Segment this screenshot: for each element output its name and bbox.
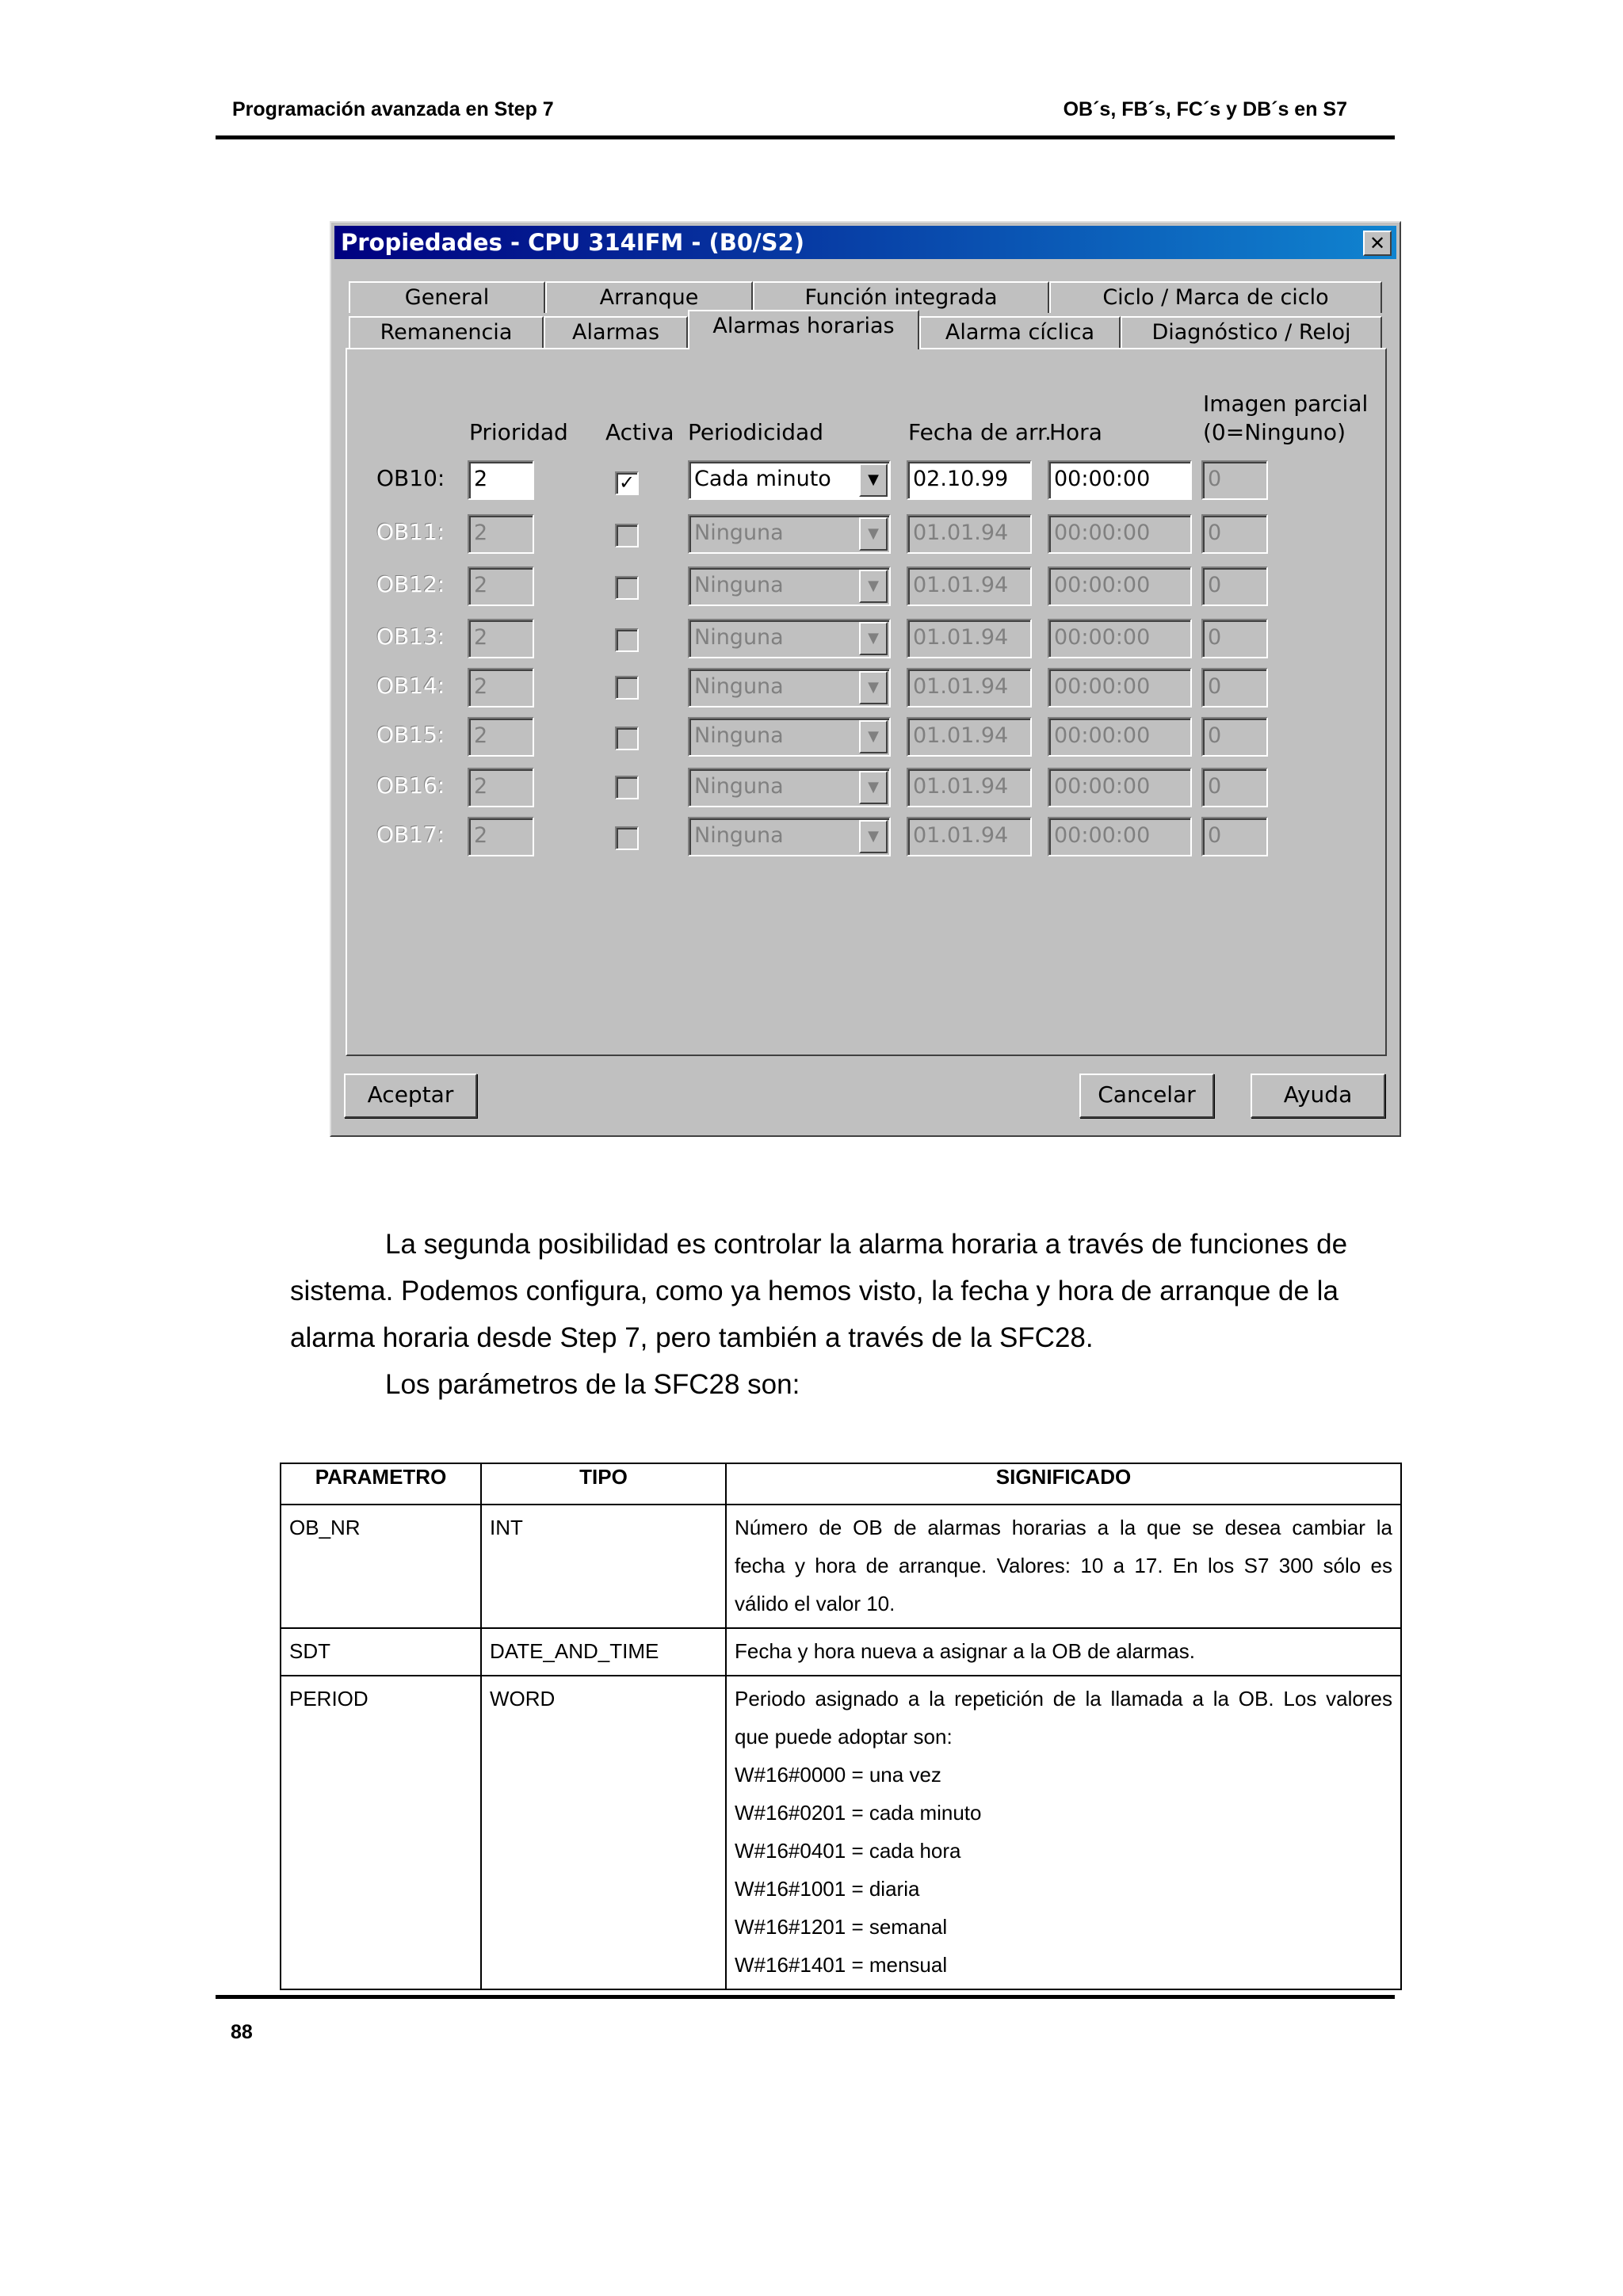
col-priority: Prioridad	[469, 419, 568, 445]
row-label-ob14: OB14:	[376, 673, 445, 699]
tab-ciclo-marca[interactable]: Ciclo / Marca de ciclo	[1049, 281, 1382, 313]
col-start-date: Fecha de arr.	[908, 419, 1052, 445]
para1-line2: sistema. Podemos configura, como ya hemos visto, la fecha y hora de arranque de la	[290, 1276, 1338, 1306]
row-label-ob13: OB13:	[376, 624, 445, 650]
close-button[interactable]	[1363, 231, 1392, 256]
periodicity-value: Cada minuto	[694, 467, 831, 491]
dialog-titlebar	[334, 226, 1396, 259]
desc-line: W#16#1401 = mensual	[735, 1953, 948, 1977]
periodicity-value: Ninguna	[694, 823, 784, 848]
row-label-ob10: OB10:	[376, 465, 445, 491]
accept-button[interactable]: Aceptar	[344, 1074, 477, 1118]
image-input-ob17[interactable]: 0	[1201, 817, 1268, 856]
periodicity-select-ob17[interactable]	[688, 817, 891, 856]
desc-line: W#16#1001 = diaria	[735, 1877, 920, 1901]
active-checkbox-ob15[interactable]	[615, 727, 639, 750]
sfc28-parameter-table	[280, 1463, 1402, 1990]
chevron-down-icon[interactable]: ▼	[859, 517, 888, 551]
row-label-ob17: OB17:	[376, 822, 445, 848]
chevron-down-icon[interactable]: ▼	[859, 463, 888, 497]
body-paragraph-2: Los parámetros de la SFC28 son:	[385, 1369, 800, 1400]
periodicity-select-ob16[interactable]	[688, 768, 891, 807]
image-input-ob12[interactable]: 0	[1201, 566, 1268, 606]
tab-general[interactable]: General	[349, 281, 545, 313]
active-checkbox-ob16[interactable]	[615, 776, 639, 799]
date-input-ob11[interactable]: 01.01.94	[907, 514, 1032, 554]
active-checkbox-ob10[interactable]: ✓	[615, 471, 639, 495]
time-input-ob16[interactable]: 00:00:00	[1048, 768, 1192, 807]
time-input-ob14[interactable]: 00:00:00	[1048, 668, 1192, 707]
priority-input-ob17[interactable]: 2	[468, 817, 534, 856]
chevron-down-icon[interactable]: ▼	[859, 570, 888, 603]
desc-line: válido el valor 10.	[735, 1592, 896, 1615]
col-active: Activa	[605, 419, 674, 445]
col-partial-image-note: (0=Ninguno)	[1203, 419, 1346, 445]
image-input-ob11[interactable]: 0	[1201, 514, 1268, 554]
time-input-ob12[interactable]: 00:00:00	[1048, 566, 1192, 606]
active-checkbox-ob17[interactable]	[615, 826, 639, 850]
tab-remanencia[interactable]: Remanencia	[349, 316, 544, 348]
chevron-down-icon[interactable]: ▼	[859, 671, 888, 704]
time-input-ob17[interactable]: 00:00:00	[1048, 817, 1192, 856]
periodicity-select-ob13[interactable]	[688, 619, 891, 658]
date-input-ob16[interactable]: 01.01.94	[907, 768, 1032, 807]
cell-param: PERIOD	[281, 1676, 481, 1989]
periodicity-select-ob11[interactable]	[688, 514, 891, 554]
periodicity-select-ob12[interactable]	[688, 566, 891, 606]
date-input-ob13[interactable]: 01.01.94	[907, 619, 1032, 658]
periodicity-value: Ninguna	[694, 573, 784, 597]
th-significado: SIGNIFICADO	[726, 1463, 1401, 1505]
table-header-row	[281, 1463, 1401, 1505]
active-checkbox-ob13[interactable]	[615, 628, 639, 652]
chevron-down-icon[interactable]: ▼	[859, 820, 888, 853]
tab-alarma-ciclica[interactable]: Alarma cíclica	[919, 316, 1121, 348]
periodicity-value: Ninguna	[694, 723, 784, 748]
time-input-ob13[interactable]: 00:00:00	[1048, 619, 1192, 658]
desc-line: Fecha y hora nueva a asignar a la OB de alarmas.	[735, 1639, 1195, 1663]
header-rule	[216, 135, 1395, 139]
cell-desc	[726, 1676, 1401, 1989]
priority-input-ob12[interactable]: 2	[468, 566, 534, 606]
date-input-ob10[interactable]: 02.10.99	[907, 460, 1032, 500]
active-checkbox-ob14[interactable]	[615, 676, 639, 700]
tab-arranque[interactable]: Arranque	[545, 281, 753, 313]
priority-input-ob13[interactable]: 2	[468, 619, 534, 658]
cell-type: INT	[481, 1505, 726, 1628]
cell-param: SDT	[281, 1628, 481, 1676]
tab-diagnostico-reloj[interactable]: Diagnóstico / Reloj	[1121, 316, 1382, 348]
priority-input-ob16[interactable]: 2	[468, 768, 534, 807]
col-partial-image: Imagen parcial	[1203, 391, 1369, 417]
table-row	[281, 1676, 1401, 1989]
col-time: Hora	[1049, 419, 1102, 445]
date-input-ob12[interactable]: 01.01.94	[907, 566, 1032, 606]
periodicity-value: Ninguna	[694, 774, 784, 799]
desc-line: W#16#1201 = semanal	[735, 1915, 948, 1939]
cell-type: WORD	[481, 1676, 726, 1989]
close-icon: ✕	[1369, 232, 1386, 254]
tab-alarmas[interactable]: Alarmas	[544, 316, 688, 348]
cell-desc	[726, 1628, 1401, 1676]
row-label-ob15: OB15:	[376, 722, 445, 748]
image-input-ob14[interactable]: 0	[1201, 668, 1268, 707]
desc-line: que puede adoptar son:	[735, 1725, 953, 1749]
periodicity-select-ob10[interactable]	[688, 460, 891, 500]
page-number: 88	[231, 2021, 253, 2043]
periodicity-select-ob14[interactable]	[688, 668, 891, 707]
date-input-ob17[interactable]: 01.01.94	[907, 817, 1032, 856]
periodicity-value: Ninguna	[694, 625, 784, 650]
cell-param: OB_NR	[281, 1505, 481, 1628]
help-button[interactable]: Ayuda	[1251, 1074, 1385, 1118]
properties-dialog	[330, 221, 1401, 1137]
table-row	[281, 1505, 1401, 1628]
th-parametro: PARAMETRO	[281, 1463, 481, 1505]
chevron-down-icon[interactable]: ▼	[859, 622, 888, 655]
desc-line: fecha y hora de arranque. Valores: 10 a 17. En los S7 300 sólo es	[735, 1554, 1392, 1577]
image-input-ob15[interactable]: 0	[1201, 717, 1268, 757]
priority-input-ob11[interactable]: 2	[468, 514, 534, 554]
desc-line: Periodo asignado a la repetición de la llamada a la OB. Los valores	[735, 1687, 1392, 1711]
desc-line: W#16#0000 = una vez	[735, 1763, 941, 1787]
table-row	[281, 1628, 1401, 1676]
row-label-ob16: OB16:	[376, 772, 445, 799]
cancel-button[interactable]: Cancelar	[1079, 1074, 1214, 1118]
image-input-ob13[interactable]: 0	[1201, 619, 1268, 658]
tab-alarmas-horarias[interactable]: Alarmas horarias	[688, 310, 919, 349]
priority-input-ob10[interactable]: 2	[468, 460, 534, 500]
periodicity-select-ob15[interactable]	[688, 717, 891, 757]
time-input-ob15[interactable]: 00:00:00	[1048, 717, 1192, 757]
image-input-ob16[interactable]: 0	[1201, 768, 1268, 807]
time-input-ob11[interactable]: 00:00:00	[1048, 514, 1192, 554]
footer-rule	[216, 1995, 1395, 1999]
periodicity-value: Ninguna	[694, 521, 784, 545]
row-label-ob12: OB12:	[376, 571, 445, 597]
desc-line: Número de OB de alarmas horarias a la que se desea cambiar la	[735, 1516, 1392, 1539]
body-paragraph-1	[290, 1221, 1392, 1361]
active-checkbox-ob12[interactable]	[615, 576, 639, 600]
chevron-down-icon[interactable]: ▼	[859, 771, 888, 804]
cell-desc	[726, 1505, 1401, 1628]
alarm-settings-panel	[346, 348, 1387, 1056]
date-input-ob15[interactable]: 01.01.94	[907, 717, 1032, 757]
periodicity-value: Ninguna	[694, 674, 784, 699]
page-header-left: Programación avanzada en Step 7	[232, 98, 554, 120]
row-label-ob11: OB11:	[376, 519, 445, 545]
tab-funcion-integrada[interactable]: Función integrada	[753, 281, 1049, 313]
para1-line1: La segunda posibilidad es controlar la alarma horaria a través de funciones de	[385, 1229, 1348, 1260]
th-tipo: TIPO	[481, 1463, 726, 1505]
date-input-ob14[interactable]: 01.01.94	[907, 668, 1032, 707]
priority-input-ob15[interactable]: 2	[468, 717, 534, 757]
desc-line: W#16#0401 = cada hora	[735, 1839, 961, 1863]
time-input-ob10[interactable]: 00:00:00	[1048, 460, 1192, 500]
priority-input-ob14[interactable]: 2	[468, 668, 534, 707]
page-header-right: OB´s, FB´s, FC´s y DB´s en S7	[1063, 98, 1347, 120]
col-periodicity: Periodicidad	[688, 419, 823, 445]
cell-type: DATE_AND_TIME	[481, 1628, 726, 1676]
para1-line3: alarma horaria desde Step 7, pero también a través de la SFC28.	[290, 1322, 1094, 1353]
dialog-title: Propiedades - CPU 314IFM - (B0/S2)	[341, 229, 804, 256]
desc-line: W#16#0201 = cada minuto	[735, 1801, 982, 1825]
active-checkbox-ob11[interactable]	[615, 524, 639, 547]
chevron-down-icon[interactable]: ▼	[859, 720, 888, 753]
image-input-ob10[interactable]: 0	[1201, 460, 1268, 500]
